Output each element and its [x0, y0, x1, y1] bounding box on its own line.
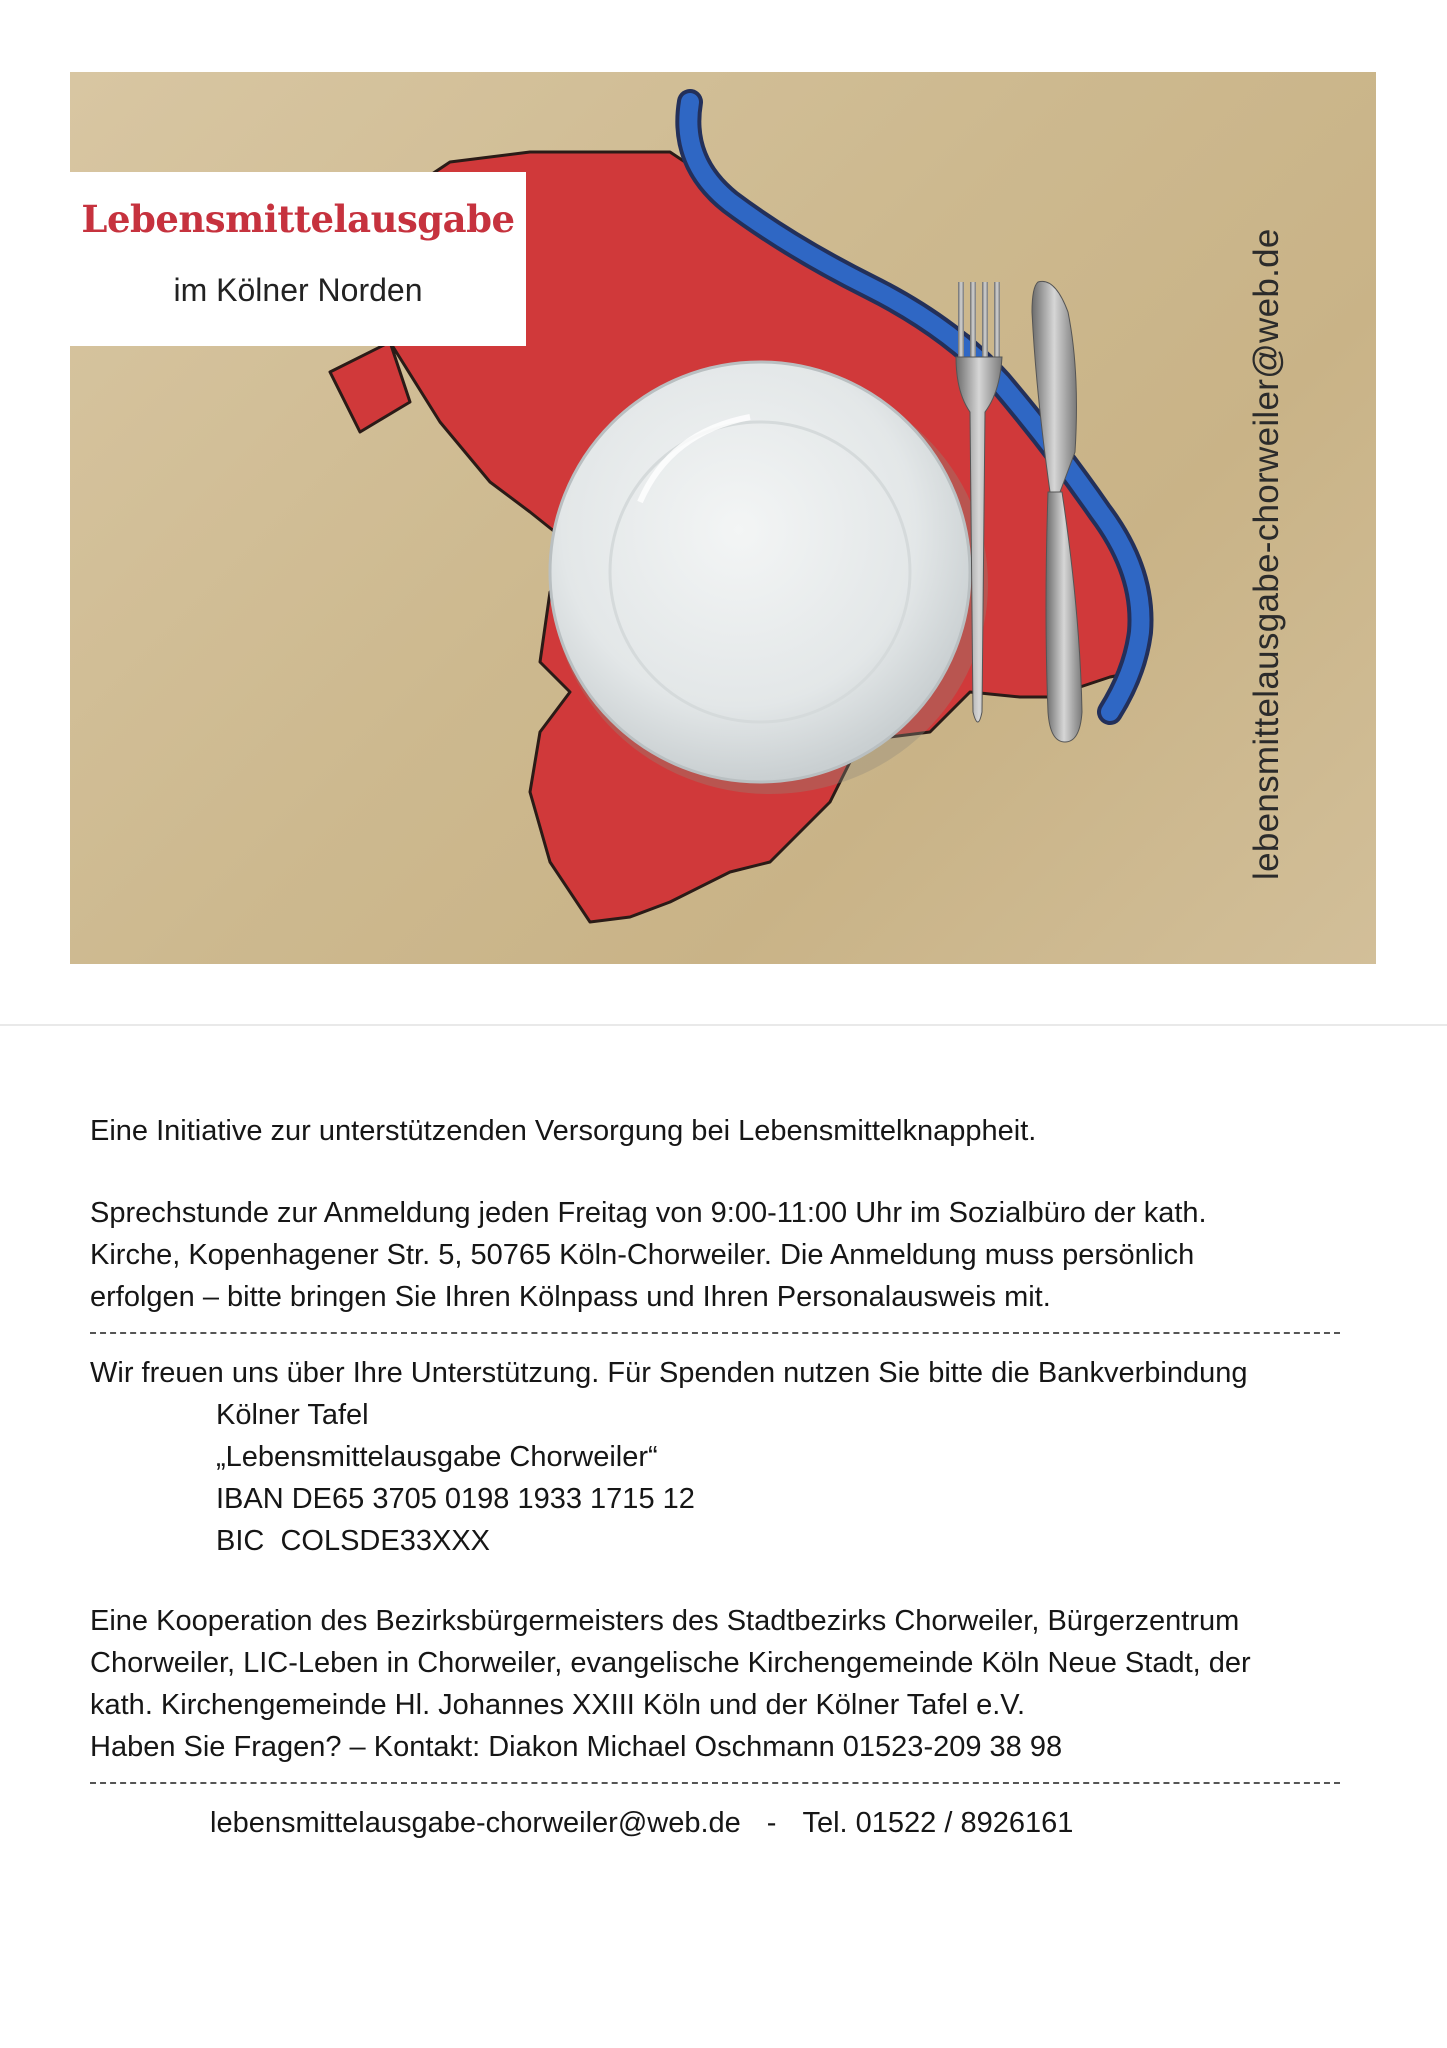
fold-line	[0, 1024, 1447, 1026]
support-intro: Wir freuen uns über Ihre Unterstützung. Für Spenden nutzen Sie bitte die Bankverbindung	[90, 1357, 1248, 1389]
bank-line: BIC COLSDE33XXX	[216, 1525, 490, 1557]
dashed-divider	[90, 1332, 1340, 1334]
dashed-divider	[90, 1782, 1340, 1784]
footer-phone[interactable]: Tel. 01522 / 8926161	[802, 1807, 1074, 1839]
contact-line: Haben Sie Fragen? – Kontakt: Diakon Michael Oschmann 01523-209 38 98	[90, 1731, 1063, 1763]
cooperation-line: Eine Kooperation des Bezirksbürgermeisters des Stadtbezirks Chorweiler, Bürgerzentrum	[90, 1605, 1240, 1637]
intro-text: Eine Initiative zur unterstützenden Versorgung bei Lebensmittelknappheit.	[90, 1115, 1037, 1147]
poster-photo	[70, 72, 1376, 964]
footer-contact	[90, 1802, 1350, 1844]
bank-details	[90, 1394, 1350, 1562]
poster-title: Lebensmittelausgabe	[81, 197, 515, 241]
consultation-line: Kirche, Kopenhagener Str. 5, 50765 Köln-Chorweiler. Die Anmeldung muss persönlich	[90, 1239, 1195, 1271]
consultation-line: erfolgen – bitte bringen Sie Ihren Kölnpass und Ihren Personalausweis mit.	[90, 1281, 1051, 1313]
bank-line: „Lebensmittelausgabe Chorweiler“	[216, 1441, 658, 1473]
cooperation-line: Chorweiler, LIC-Leben in Chorweiler, evangelische Kirchengemeinde Köln Neue Stadt, der	[90, 1647, 1251, 1679]
footer-separator: -	[766, 1807, 777, 1839]
vertical-email: lebensmittelausgabe-chorweiler@web.de	[1247, 228, 1286, 880]
cooperation-line: kath. Kirchengemeinde Hl. Johannes XXIII Köln und der Kölner Tafel e.V.	[90, 1689, 1026, 1721]
bank-line: IBAN DE65 3705 0198 1933 1715 12	[216, 1483, 695, 1515]
bank-line: Kölner Tafel	[216, 1399, 369, 1431]
footer-email[interactable]: lebensmittelausgabe-chorweiler@web.de	[210, 1807, 741, 1839]
title-box	[70, 172, 526, 346]
poster-subtitle: im Kölner Norden	[173, 272, 423, 308]
consultation-line: Sprechstunde zur Anmeldung jeden Freitag von 9:00-11:00 Uhr im Sozialbüro der kath.	[90, 1197, 1207, 1229]
info-section	[90, 1110, 1350, 1844]
